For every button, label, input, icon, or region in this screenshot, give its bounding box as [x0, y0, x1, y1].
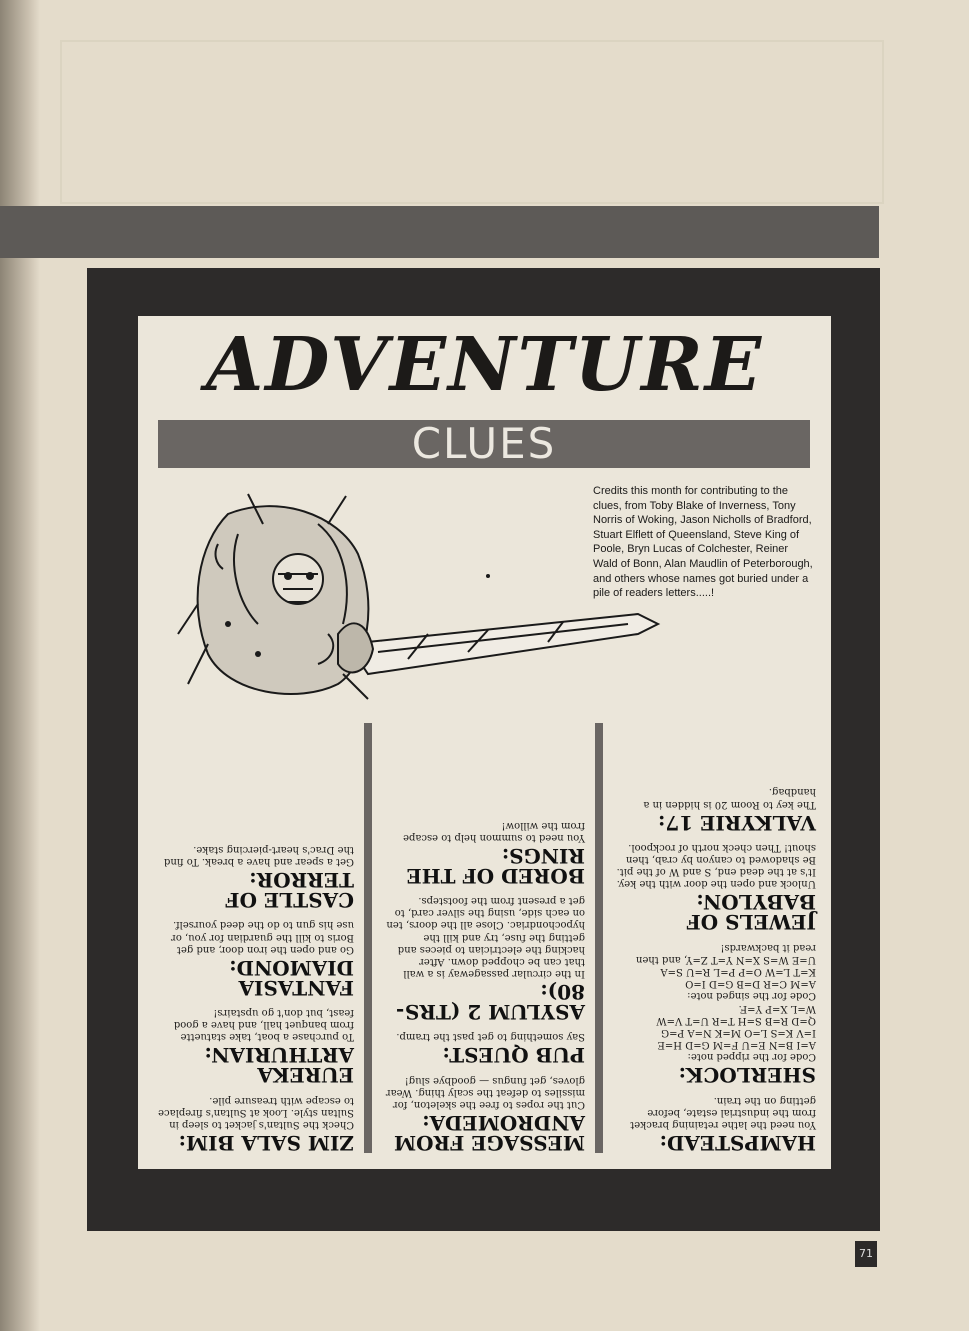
clue-entry: [385, 818, 585, 888]
clue-text: Check the Sultan's jacket to sleep in Sultan style. Look at Sultan's fireplace to escape with treasure pile.: [158, 1094, 354, 1130]
clue-column-3: [154, 728, 354, 1153]
clue-entry: [616, 841, 816, 933]
clue-columns-upside-down: [154, 728, 816, 1153]
clue-text: Get a spear and have a break. To find the Drac's heart-piercing stake.: [164, 843, 354, 868]
page-title: ADVENTURE: [205, 322, 764, 408]
clue-heading: CASTLE OF TERROR:: [225, 868, 354, 913]
clue-heading: MESSAGE FROM ANDROMEDA:: [393, 1111, 585, 1155]
clue-text: To purchase a boat, take statuette from banquet hall, and have a good feast, but don't go upstairs!: [173, 1006, 354, 1043]
clue-text: Say something to get past the tramp.: [396, 1031, 585, 1043]
clue-heading: PUB QUEST:: [442, 1043, 585, 1068]
clue-entry: [616, 940, 816, 1088]
clue-text: The key to Room 20 is hidden in a handbag.: [643, 786, 816, 810]
clue-entry: [616, 785, 816, 835]
clue-entry: [385, 894, 585, 1025]
clue-heading: SHERLOCK:: [678, 1063, 816, 1088]
clue-entry: [616, 1093, 816, 1153]
page-number: 71: [855, 1241, 877, 1267]
clue-text: Cut the ropes to free the skeleton, for missiles to defeat the scaly thing. Wear gloves, get fungus — goodbye slug!: [385, 1074, 585, 1110]
clue-entry: [385, 1030, 585, 1068]
subtitle-bar: [158, 420, 810, 468]
column-divider: [364, 723, 372, 1153]
clue-heading: JEWELS OF BABYLON:: [686, 890, 816, 935]
clue-text: Unlock and open the door with the key. It's at the dead end, S and W of the pit. Be shadowed to canyon by crab, then shout! Then check north of rockpool.: [616, 841, 816, 890]
clue-entry: [154, 918, 354, 998]
credits-paragraph: Credits this month for contributing to the clues, from Toby Blake of Inverness, Tony Norris of Woking, Jason Nicholls of Bradford, Stuart Elflett of Queensland, Steve King of Poole, Bryn Lucas of Colchester, Reiner Wald of Bonn, Alan Maudlin of Peterborough, and others whose names got buried under a pile of readers letters.....!: [593, 485, 813, 600]
clue-entry: [154, 1093, 354, 1153]
subtitle: CLUES: [411, 419, 557, 468]
header-band: [0, 206, 879, 258]
clue-text: Code for the ripped note: A=I B=N E=U F=M G=D H=E I=V K=S L=O M=K N=A P=G Q=D R=B S=H T=R U=T V=W W=L X=P Y=F. Code for the singed note: A=M C=R D=B G=D I=O K=T L=W O=P P=L R=U S=A U=E W=S X=N Y=T Z=Y, and then read it backwards!: [635, 941, 816, 1063]
clue-heading: VALKYRIE 17:: [657, 810, 816, 835]
column-divider: [595, 723, 603, 1153]
clue-text: You need the lathe retaining bracket from the industrial estate, before getting on the train.: [630, 1094, 816, 1130]
clue-heading: FANTASIA DIAMOND:: [229, 955, 354, 1000]
clue-heading: ASYLUM 2 (TRS-80):: [395, 980, 585, 1025]
clue-heading: ZIM SALA BIM:: [178, 1131, 354, 1155]
clue-heading: EUREKA ARTHURIAN:: [204, 1043, 354, 1088]
clue-heading: BORED OF THE RINGS:: [406, 843, 585, 888]
clue-entry: [154, 1006, 354, 1086]
bleed-through-ghost: [60, 40, 884, 204]
article-panel: [138, 316, 831, 1169]
clue-heading: HAMPSTEAD:: [659, 1131, 816, 1155]
clue-text: You need to summon help to escape from the willow!: [403, 819, 585, 843]
clue-text: Go and open the iron door, and get Boris to kill the guardian for you, or use his gun to do the deed yourself.: [171, 919, 354, 955]
clue-column-1: [616, 728, 816, 1153]
page-gutter-shadow: [0, 0, 40, 1331]
clue-text: In the circular passageway is a wall that can be chopped down. After hacking the electrician to pieces and getting the fuse, try and kill the hypochondriac. Close all the doors, ten on each side, using the silver card, to get a present from the footsteps.: [386, 894, 585, 980]
clue-entry: [385, 1073, 585, 1153]
clue-entry: [154, 843, 354, 913]
clue-column-2: [385, 728, 585, 1153]
